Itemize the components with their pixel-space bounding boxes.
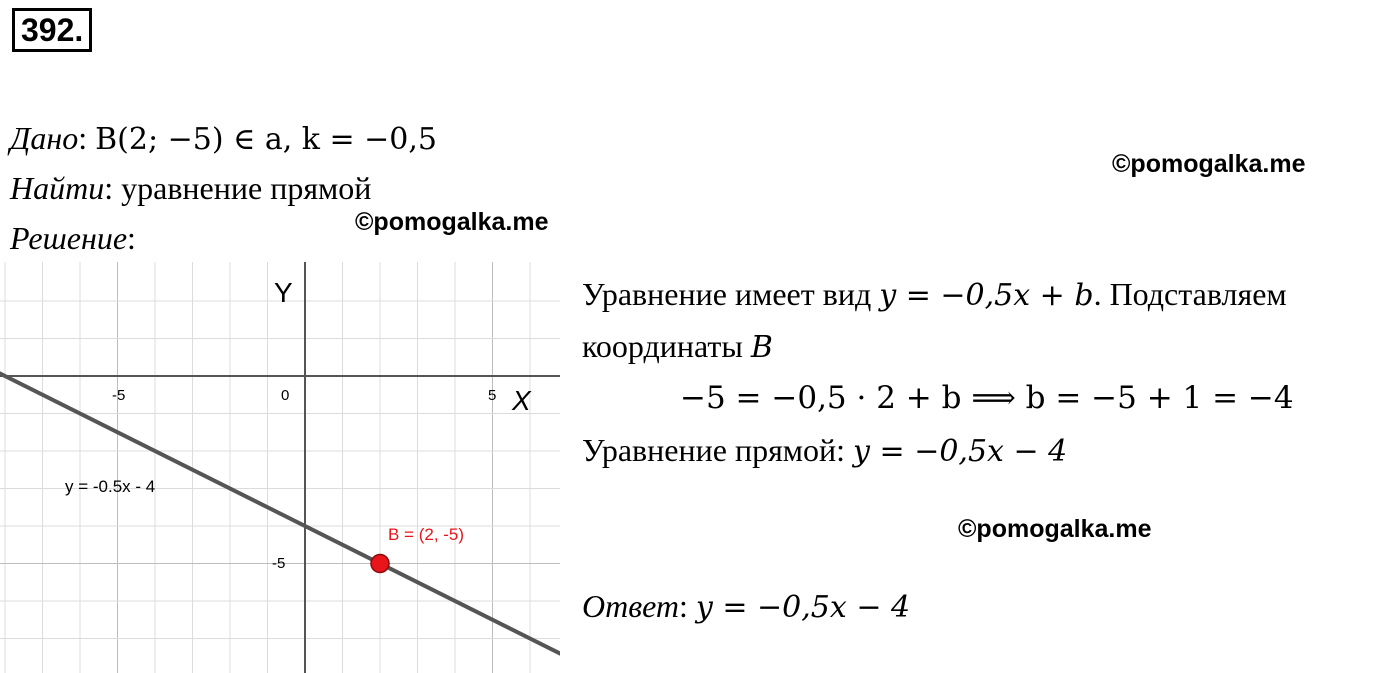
x-tick-minus5: -5 [112,387,126,404]
watermark-top-right: ©pomogalka.me [1112,150,1306,178]
point-label: B = (2, -5) [388,525,465,544]
given-formula: B(2; −5) ∈ a, k = −0,5 [95,122,438,157]
answer-line [582,586,910,628]
given-label: Дано [10,120,79,156]
series-line [0,367,560,656]
explanation-line-4 [582,430,1067,472]
given-colon: : [78,120,88,156]
substitution-formula: −5 = −0,5 · 2 + b ⟹ b = −5 + 1 = −4 [680,380,1294,416]
explanation-line-1 [582,274,1287,316]
problem-number: 392. [12,8,92,52]
x-axis-label: X [512,385,531,416]
series-layer [0,367,560,656]
find-line [10,168,371,208]
find-label: Найти [10,170,105,206]
explanation-tail: . Подставляем [1093,276,1287,312]
answer-formula: y = −0,5x − 4 [695,590,911,625]
coordinate-graph [0,262,560,673]
solution-colon: : [127,220,136,256]
explanation-text: Уравнение имеет вид [582,276,880,312]
answer-colon: : [679,588,696,624]
y-axis-label: Y [274,277,293,308]
answer-label: Ответ [582,588,679,624]
solution-line [10,218,136,258]
line-equation-label: Уравнение прямой: [582,432,854,468]
find-text: : уравнение прямой [104,170,372,206]
solution-label: Решение [10,220,128,256]
explanation-text-2: координаты [582,328,751,364]
equation-form: y = −0,5x + b [879,278,1094,313]
point-variable: B [750,330,773,365]
point-b-marker [371,555,389,573]
line-equation: y = −0,5x − 4 [853,434,1068,469]
y-tick-minus5: -5 [272,555,286,572]
x-tick-5: 5 [488,387,497,404]
line-label: y = -0.5x - 4 [65,477,156,496]
watermark-middle: ©pomogalka.me [355,208,549,236]
watermark-bottom: ©pomogalka.me [958,515,1152,543]
given-line [10,118,437,160]
explanation-line-2 [582,326,773,368]
origin-tick: 0 [281,387,290,404]
